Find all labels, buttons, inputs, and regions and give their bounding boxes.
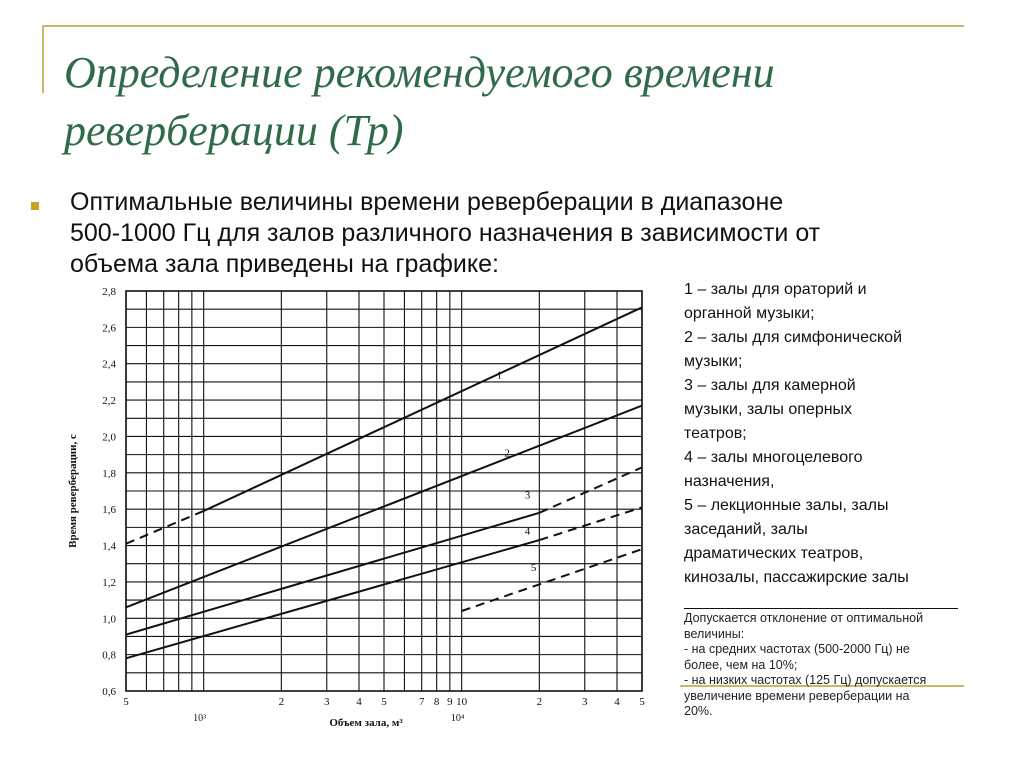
- body-line: 500-1000 Гц для залов различного назначения в зависимости от: [70, 219, 821, 247]
- series-5-dashed-segment: [462, 549, 642, 611]
- x-tick-label: 4: [356, 696, 362, 708]
- note-line: величины:: [684, 626, 745, 641]
- legend-line: органной музыки;: [684, 305, 815, 322]
- note-line: - на средних частотах (500-2000 Гц) не: [684, 642, 910, 656]
- x-tick-label: 2: [278, 696, 285, 708]
- legend-line: театров;: [684, 425, 747, 442]
- x-tick-label: 4: [614, 696, 620, 708]
- chart-legend: [684, 278, 974, 590]
- curve-label-5: 5: [530, 562, 537, 574]
- note-line: увеличение времени реверберации на: [684, 688, 910, 703]
- series-3-dashed-segment: [539, 467, 642, 512]
- tolerance-note: [684, 611, 969, 720]
- x-tick-label: 2: [536, 696, 543, 708]
- x-tick-label: 3: [324, 696, 330, 708]
- x-tick-label: 10: [456, 696, 468, 708]
- x-tick-label: 5: [639, 696, 645, 708]
- body-line: Оптимальные величины времени реверберации в диапазоне: [70, 188, 784, 216]
- legend-line: заседаний, залы: [684, 521, 808, 538]
- note-line: 20%.: [684, 704, 713, 718]
- y-tick-label: 0,8: [102, 649, 116, 662]
- y-tick-label: 0,6: [102, 686, 116, 698]
- y-tick-label: 1,6: [102, 504, 116, 517]
- slide-title: Определение рекомендуемого времени реверберации (Тр): [64, 48, 775, 155]
- x-tick-label: 5: [123, 696, 129, 708]
- legend-line: 4 – залы многоцелевого: [684, 449, 863, 466]
- legend-line: 1 – залы для ораторий и: [684, 281, 867, 298]
- y-tick-label: 2,6: [102, 322, 116, 335]
- y-tick-label: 2,2: [102, 395, 116, 408]
- legend-line: 5 – лекционные залы, залы: [684, 497, 889, 514]
- curve-label-1: 1: [496, 369, 503, 382]
- legend-line: 2 – залы для симфонической: [684, 329, 903, 346]
- legend-line: назначения,: [684, 473, 775, 490]
- note-line: более, чем на 10%;: [684, 657, 798, 672]
- y-tick-label: 1,0: [102, 613, 116, 626]
- x-tick-label: 8: [433, 696, 440, 708]
- curve-label-3: 3: [524, 489, 531, 502]
- x-decade-label: 10³: [193, 713, 207, 724]
- series-4-dashed-segment: [539, 507, 642, 540]
- x-decade-label: 10⁴: [450, 713, 465, 724]
- x-tick-label: 5: [381, 696, 387, 708]
- note-line: Допускается отклонение от оптимальной: [684, 611, 924, 625]
- legend-line: 3 – залы для камерной: [684, 377, 856, 394]
- y-tick-label: 2,4: [102, 358, 116, 371]
- x-tick-label: 9: [447, 696, 453, 708]
- y-tick-label: 1,4: [102, 540, 116, 553]
- y-tick-label: 1,2: [102, 576, 116, 589]
- y-tick-label: 1,8: [102, 467, 116, 480]
- series-3-solid-segment: [126, 513, 539, 635]
- curve-label-2: 2: [504, 447, 510, 460]
- y-tick-label: 2,0: [102, 431, 116, 444]
- legend-line: музыки, залы оперных: [684, 401, 853, 418]
- legend-line: кинозалы, пассажирские залы: [684, 569, 909, 586]
- x-tick-label: 7: [418, 696, 425, 708]
- y-axis-label: Время реверберации, с: [67, 434, 79, 548]
- y-tick-label: 2,8: [102, 286, 116, 298]
- curve-label-4: 4: [524, 525, 531, 538]
- legend-line: драматических театров,: [684, 545, 864, 562]
- legend-line: музыки;: [684, 353, 743, 370]
- series-1-solid-segment: [204, 307, 642, 511]
- x-axis-label: Объем зала, м³: [329, 717, 403, 729]
- series-4-solid-segment: [126, 540, 539, 658]
- note-line: - на низких частотах (125 Гц) допускается: [684, 673, 927, 687]
- x-tick-label: 3: [582, 696, 588, 708]
- body-line: объема зала приведены на графике:: [70, 250, 499, 278]
- note-divider: [684, 608, 958, 609]
